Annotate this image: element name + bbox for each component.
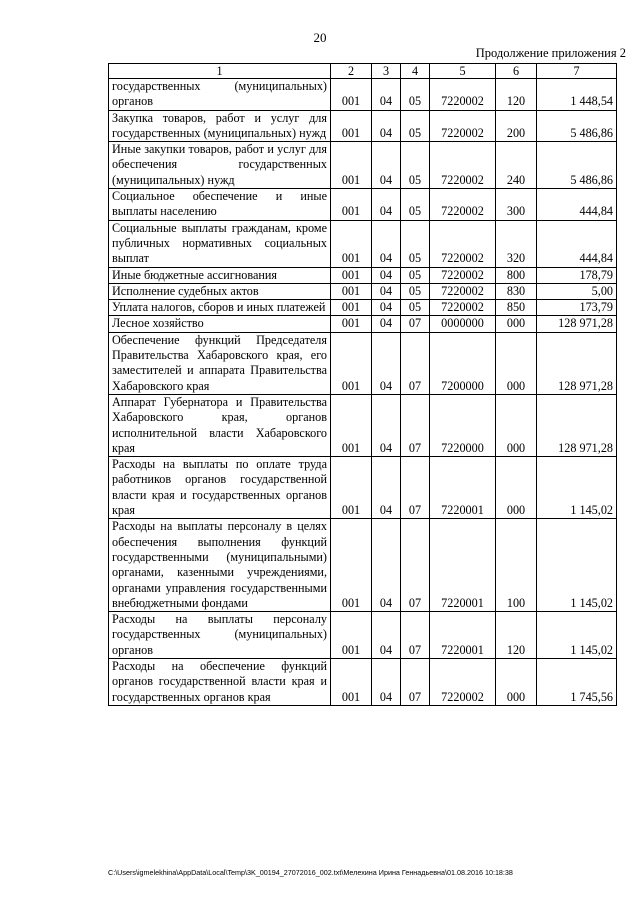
row-code-cell: 07 xyxy=(401,394,430,456)
column-header: 6 xyxy=(496,64,537,79)
row-code-cell: 05 xyxy=(401,267,430,283)
row-name-cell: Расходы на выплаты по оплате труда работников органов государственной власти края и государственных органов края xyxy=(109,457,331,519)
row-code-cell: 04 xyxy=(372,283,401,299)
row-code-cell: 04 xyxy=(372,519,401,612)
row-code-cell: 001 xyxy=(331,142,372,189)
row-code-cell: 7220000 xyxy=(430,394,496,456)
row-name-cell: государственных (муниципальных) органов xyxy=(109,79,331,111)
row-amount-cell: 5,00 xyxy=(537,283,617,299)
column-header: 5 xyxy=(430,64,496,79)
page-number: 20 xyxy=(313,30,327,45)
row-code-cell: 7220002 xyxy=(430,283,496,299)
table-row xyxy=(109,300,617,316)
row-code-cell: 7220002 xyxy=(430,110,496,142)
row-amount-cell: 444,84 xyxy=(537,220,617,267)
row-code-cell: 001 xyxy=(331,612,372,659)
row-code-cell: 7220002 xyxy=(430,220,496,267)
row-amount-cell: 178,79 xyxy=(537,267,617,283)
table-header-row xyxy=(109,64,617,79)
row-code-cell: 000 xyxy=(496,457,537,519)
row-code-cell: 04 xyxy=(372,332,401,394)
row-code-cell: 001 xyxy=(331,79,372,111)
table-row xyxy=(109,79,617,111)
row-code-cell: 000 xyxy=(496,658,537,705)
row-amount-cell: 128 971,28 xyxy=(537,316,617,332)
row-code-cell: 7220002 xyxy=(430,142,496,189)
budget-table xyxy=(108,63,617,706)
row-code-cell: 7200000 xyxy=(430,332,496,394)
row-amount-cell: 444,84 xyxy=(537,189,617,221)
row-code-cell: 001 xyxy=(331,283,372,299)
row-code-cell: 04 xyxy=(372,189,401,221)
row-code-cell: 05 xyxy=(401,79,430,111)
row-code-cell: 04 xyxy=(372,658,401,705)
row-amount-cell: 173,79 xyxy=(537,300,617,316)
row-code-cell: 000 xyxy=(496,394,537,456)
row-code-cell: 830 xyxy=(496,283,537,299)
row-code-cell: 7220001 xyxy=(430,519,496,612)
row-code-cell: 001 xyxy=(331,316,372,332)
table-row xyxy=(109,316,617,332)
row-name-cell: Обеспечение функций Председателя Правительства Хабаровского края, его заместителей и аппарата Правительства Хабаровского края xyxy=(109,332,331,394)
row-code-cell: 04 xyxy=(372,394,401,456)
row-code-cell: 04 xyxy=(372,142,401,189)
row-code-cell: 001 xyxy=(331,658,372,705)
table-row xyxy=(109,332,617,394)
row-code-cell: 04 xyxy=(372,220,401,267)
table-row xyxy=(109,110,617,142)
row-code-cell: 04 xyxy=(372,79,401,111)
table-row xyxy=(109,658,617,705)
row-code-cell: 800 xyxy=(496,267,537,283)
row-code-cell: 0000000 xyxy=(430,316,496,332)
column-header: 4 xyxy=(401,64,430,79)
row-name-cell: Расходы на выплаты персоналу в целях обеспечения выполнения функций государственными (муниципальными) органами, казенными учреждениями, органами управления государственными внебюджетными фондами xyxy=(109,519,331,612)
continuation-title: Продолжение приложения 2 xyxy=(475,46,626,60)
table-row xyxy=(109,189,617,221)
row-name-cell: Социальные выплаты гражданам, кроме публичных нормативных социальных выплат xyxy=(109,220,331,267)
row-code-cell: 07 xyxy=(401,612,430,659)
row-code-cell: 05 xyxy=(401,300,430,316)
table-row xyxy=(109,267,617,283)
row-code-cell: 7220001 xyxy=(430,457,496,519)
row-amount-cell: 5 486,86 xyxy=(537,142,617,189)
row-name-cell: Социальное обеспечение и иные выплаты населению xyxy=(109,189,331,221)
row-code-cell: 04 xyxy=(372,457,401,519)
column-header: 7 xyxy=(537,64,617,79)
row-code-cell: 000 xyxy=(496,332,537,394)
table-row xyxy=(109,519,617,612)
row-code-cell: 001 xyxy=(331,300,372,316)
row-amount-cell: 128 971,28 xyxy=(537,394,617,456)
row-code-cell: 320 xyxy=(496,220,537,267)
column-header: 3 xyxy=(372,64,401,79)
row-code-cell: 100 xyxy=(496,519,537,612)
row-code-cell: 04 xyxy=(372,110,401,142)
row-amount-cell: 5 486,86 xyxy=(537,110,617,142)
row-code-cell: 04 xyxy=(372,316,401,332)
row-code-cell: 05 xyxy=(401,283,430,299)
column-header: 2 xyxy=(331,64,372,79)
row-code-cell: 001 xyxy=(331,110,372,142)
row-code-cell: 200 xyxy=(496,110,537,142)
row-code-cell: 07 xyxy=(401,457,430,519)
row-code-cell: 7220002 xyxy=(430,79,496,111)
row-code-cell: 05 xyxy=(401,110,430,142)
row-code-cell: 001 xyxy=(331,394,372,456)
row-code-cell: 120 xyxy=(496,79,537,111)
row-amount-cell: 1 145,02 xyxy=(537,519,617,612)
row-code-cell: 07 xyxy=(401,658,430,705)
row-code-cell: 7220002 xyxy=(430,267,496,283)
row-code-cell: 7220001 xyxy=(430,612,496,659)
row-name-cell: Лесное хозяйство xyxy=(109,316,331,332)
row-name-cell: Иные бюджетные ассигнования xyxy=(109,267,331,283)
row-code-cell: 120 xyxy=(496,612,537,659)
row-name-cell: Иные закупки товаров, работ и услуг для обеспечения государственных (муниципальных) нужд xyxy=(109,142,331,189)
row-code-cell: 850 xyxy=(496,300,537,316)
row-code-cell: 001 xyxy=(331,267,372,283)
row-code-cell: 7220002 xyxy=(430,658,496,705)
row-code-cell: 240 xyxy=(496,142,537,189)
table-row xyxy=(109,612,617,659)
table-row xyxy=(109,142,617,189)
footer-file-path: C:\Users\igmelekhina\AppData\Local\Temp\3K_00194_27072016_002.txt\Мелехина Ирина Геннадьевна\01.08.2016 10:18:38 xyxy=(108,868,513,877)
row-code-cell: 07 xyxy=(401,316,430,332)
row-amount-cell: 1 145,02 xyxy=(537,612,617,659)
row-code-cell: 05 xyxy=(401,220,430,267)
row-code-cell: 07 xyxy=(401,519,430,612)
row-name-cell: Закупка товаров, работ и услуг для государственных (муниципальных) нужд xyxy=(109,110,331,142)
row-code-cell: 001 xyxy=(331,519,372,612)
row-name-cell: Расходы на обеспечение функций органов государственной власти края и государственных органов края xyxy=(109,658,331,705)
row-name-cell: Расходы на выплаты персоналу государственных (муниципальных) органов xyxy=(109,612,331,659)
row-code-cell: 05 xyxy=(401,189,430,221)
row-amount-cell: 1 745,56 xyxy=(537,658,617,705)
row-code-cell: 7220002 xyxy=(430,189,496,221)
row-code-cell: 7220002 xyxy=(430,300,496,316)
row-code-cell: 001 xyxy=(331,189,372,221)
row-amount-cell: 1 145,02 xyxy=(537,457,617,519)
row-code-cell: 300 xyxy=(496,189,537,221)
row-name-cell: Аппарат Губернатора и Правительства Хабаровского края, органов исполнительной власти Хабаровского края xyxy=(109,394,331,456)
row-name-cell: Уплата налогов, сборов и иных платежей xyxy=(109,300,331,316)
row-code-cell: 001 xyxy=(331,220,372,267)
row-code-cell: 000 xyxy=(496,316,537,332)
row-code-cell: 05 xyxy=(401,142,430,189)
row-code-cell: 04 xyxy=(372,612,401,659)
row-name-cell: Исполнение судебных актов xyxy=(109,283,331,299)
column-header: 1 xyxy=(109,64,331,79)
table-row xyxy=(109,457,617,519)
row-amount-cell: 1 448,54 xyxy=(537,79,617,111)
row-code-cell: 07 xyxy=(401,332,430,394)
table-row xyxy=(109,220,617,267)
table-row xyxy=(109,394,617,456)
row-code-cell: 04 xyxy=(372,267,401,283)
row-code-cell: 001 xyxy=(331,332,372,394)
table-row xyxy=(109,283,617,299)
row-amount-cell: 128 971,28 xyxy=(537,332,617,394)
row-code-cell: 04 xyxy=(372,300,401,316)
row-code-cell: 001 xyxy=(331,457,372,519)
